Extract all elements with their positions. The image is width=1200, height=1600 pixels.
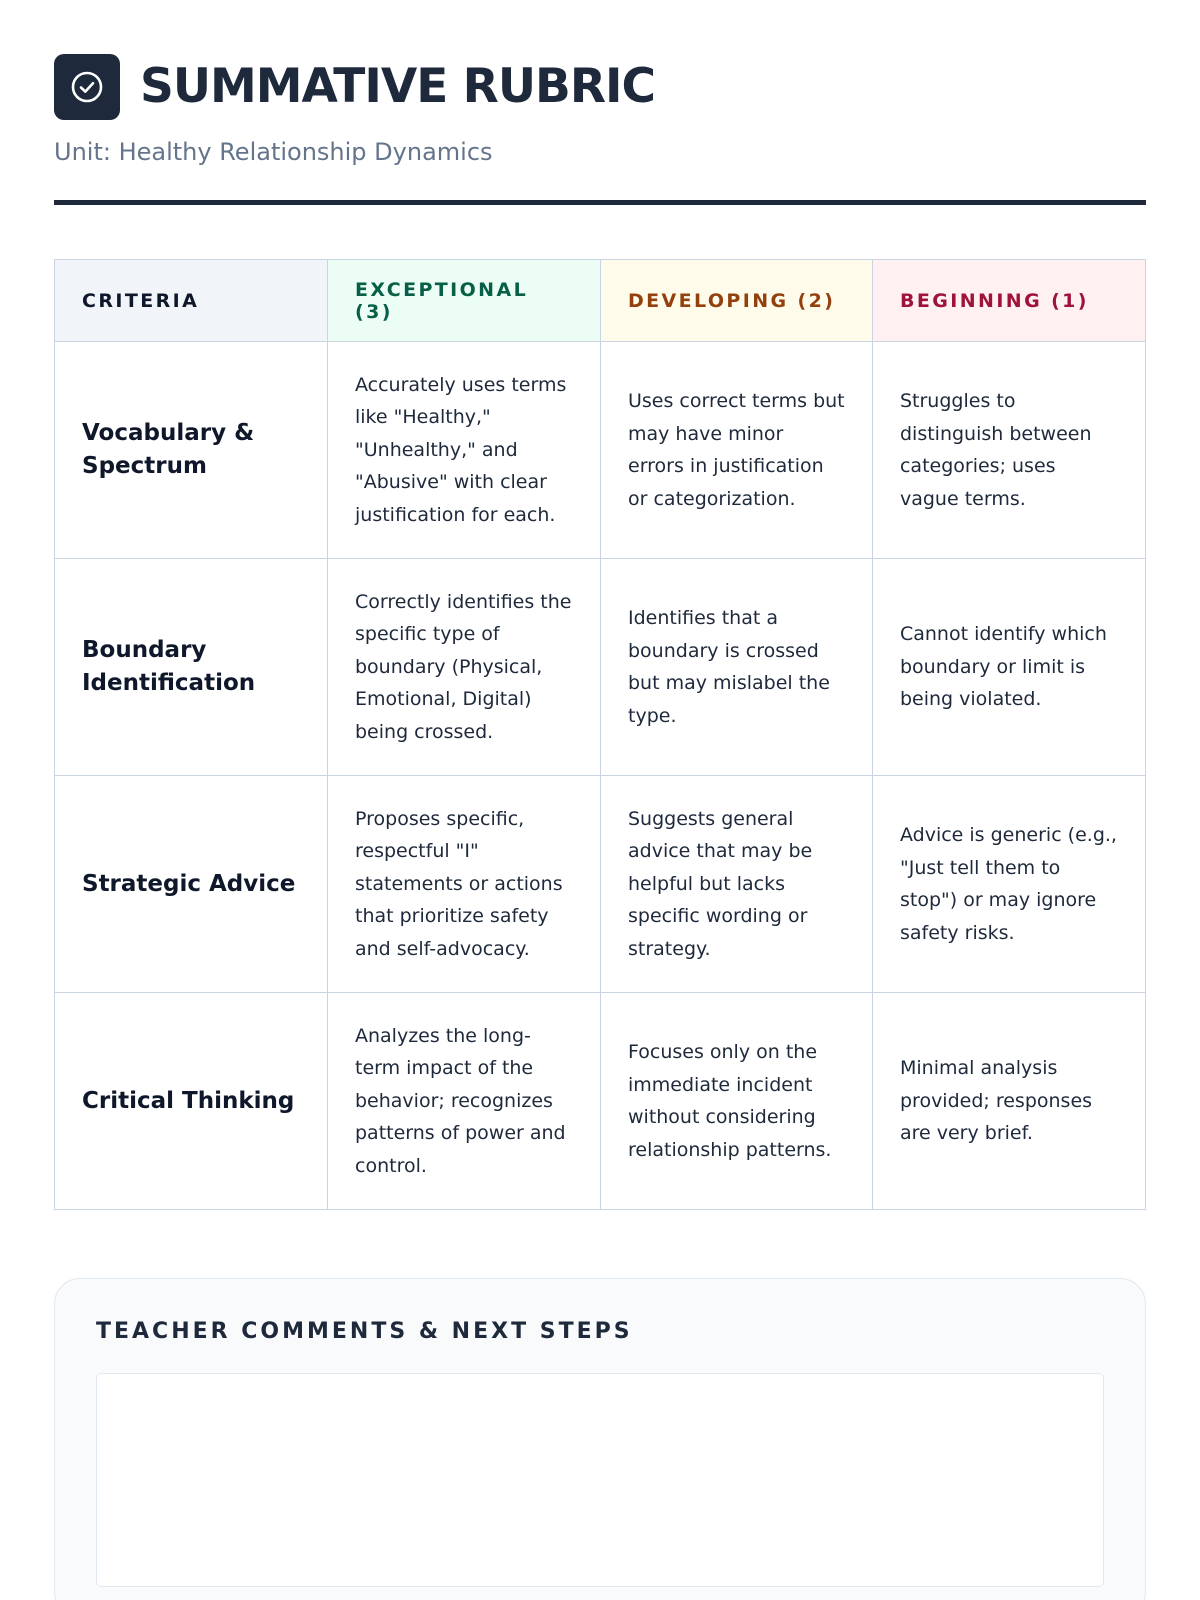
exceptional-cell: Correctly identifies the specific type of boundary (Physical, Emotional, Digital) being crossed. [328, 559, 601, 776]
developing-cell: Suggests general advice that may be helpful but lacks specific wording or strategy. [601, 776, 873, 993]
developing-cell: Uses correct terms but may have minor errors in justification or categorization. [601, 342, 873, 559]
criteria-cell: Boundary Identification [55, 559, 328, 776]
developing-cell: Identifies that a boundary is crossed but may mislabel the type. [601, 559, 873, 776]
table-row [55, 993, 1146, 1210]
table-row [55, 776, 1146, 993]
criteria-cell: Strategic Advice [55, 776, 328, 993]
header-developing: DEVELOPING (2) [601, 260, 873, 342]
logo-badge [54, 54, 120, 120]
developing-cell: Focuses only on the immediate incident without considering relationship patterns. [601, 993, 873, 1210]
beginning-cell: Minimal analysis provided; responses are very brief. [872, 993, 1145, 1210]
table-row [55, 342, 1146, 559]
exceptional-cell: Accurately uses terms like "Healthy," "Unhealthy," and "Abusive" with clear justification for each. [328, 342, 601, 559]
teacher-comments-panel [54, 1278, 1146, 1600]
exceptional-cell: Analyzes the long-term impact of the behavior; recognizes patterns of power and control. [328, 993, 601, 1210]
exceptional-cell: Proposes specific, respectful "I" statements or actions that prioritize safety and self-advocacy. [328, 776, 601, 993]
criteria-cell: Critical Thinking [55, 993, 328, 1210]
criteria-cell: Vocabulary & Spectrum [55, 342, 328, 559]
beginning-cell: Advice is generic (e.g., "Just tell them to stop") or may ignore safety risks. [872, 776, 1145, 993]
rubric-table [54, 259, 1146, 1210]
header-criteria: CRITERIA [55, 260, 328, 342]
table-row [55, 559, 1146, 776]
table-header-row [55, 260, 1146, 342]
header [54, 54, 1146, 120]
check-circle-icon [69, 69, 105, 105]
unit-subtitle: Unit: Healthy Relationship Dynamics [54, 138, 493, 166]
header-divider [54, 200, 1146, 205]
page-title: SUMMATIVE RUBRIC [140, 59, 656, 114]
teacher-comments-title: TEACHER COMMENTS & NEXT STEPS [96, 1319, 633, 1344]
teacher-comments-input[interactable] [96, 1373, 1104, 1587]
header-exceptional: EXCEPTIONAL (3) [328, 260, 601, 342]
beginning-cell: Struggles to distinguish between categories; uses vague terms. [872, 342, 1145, 559]
header-beginning: BEGINNING (1) [872, 260, 1145, 342]
beginning-cell: Cannot identify which boundary or limit is being violated. [872, 559, 1145, 776]
